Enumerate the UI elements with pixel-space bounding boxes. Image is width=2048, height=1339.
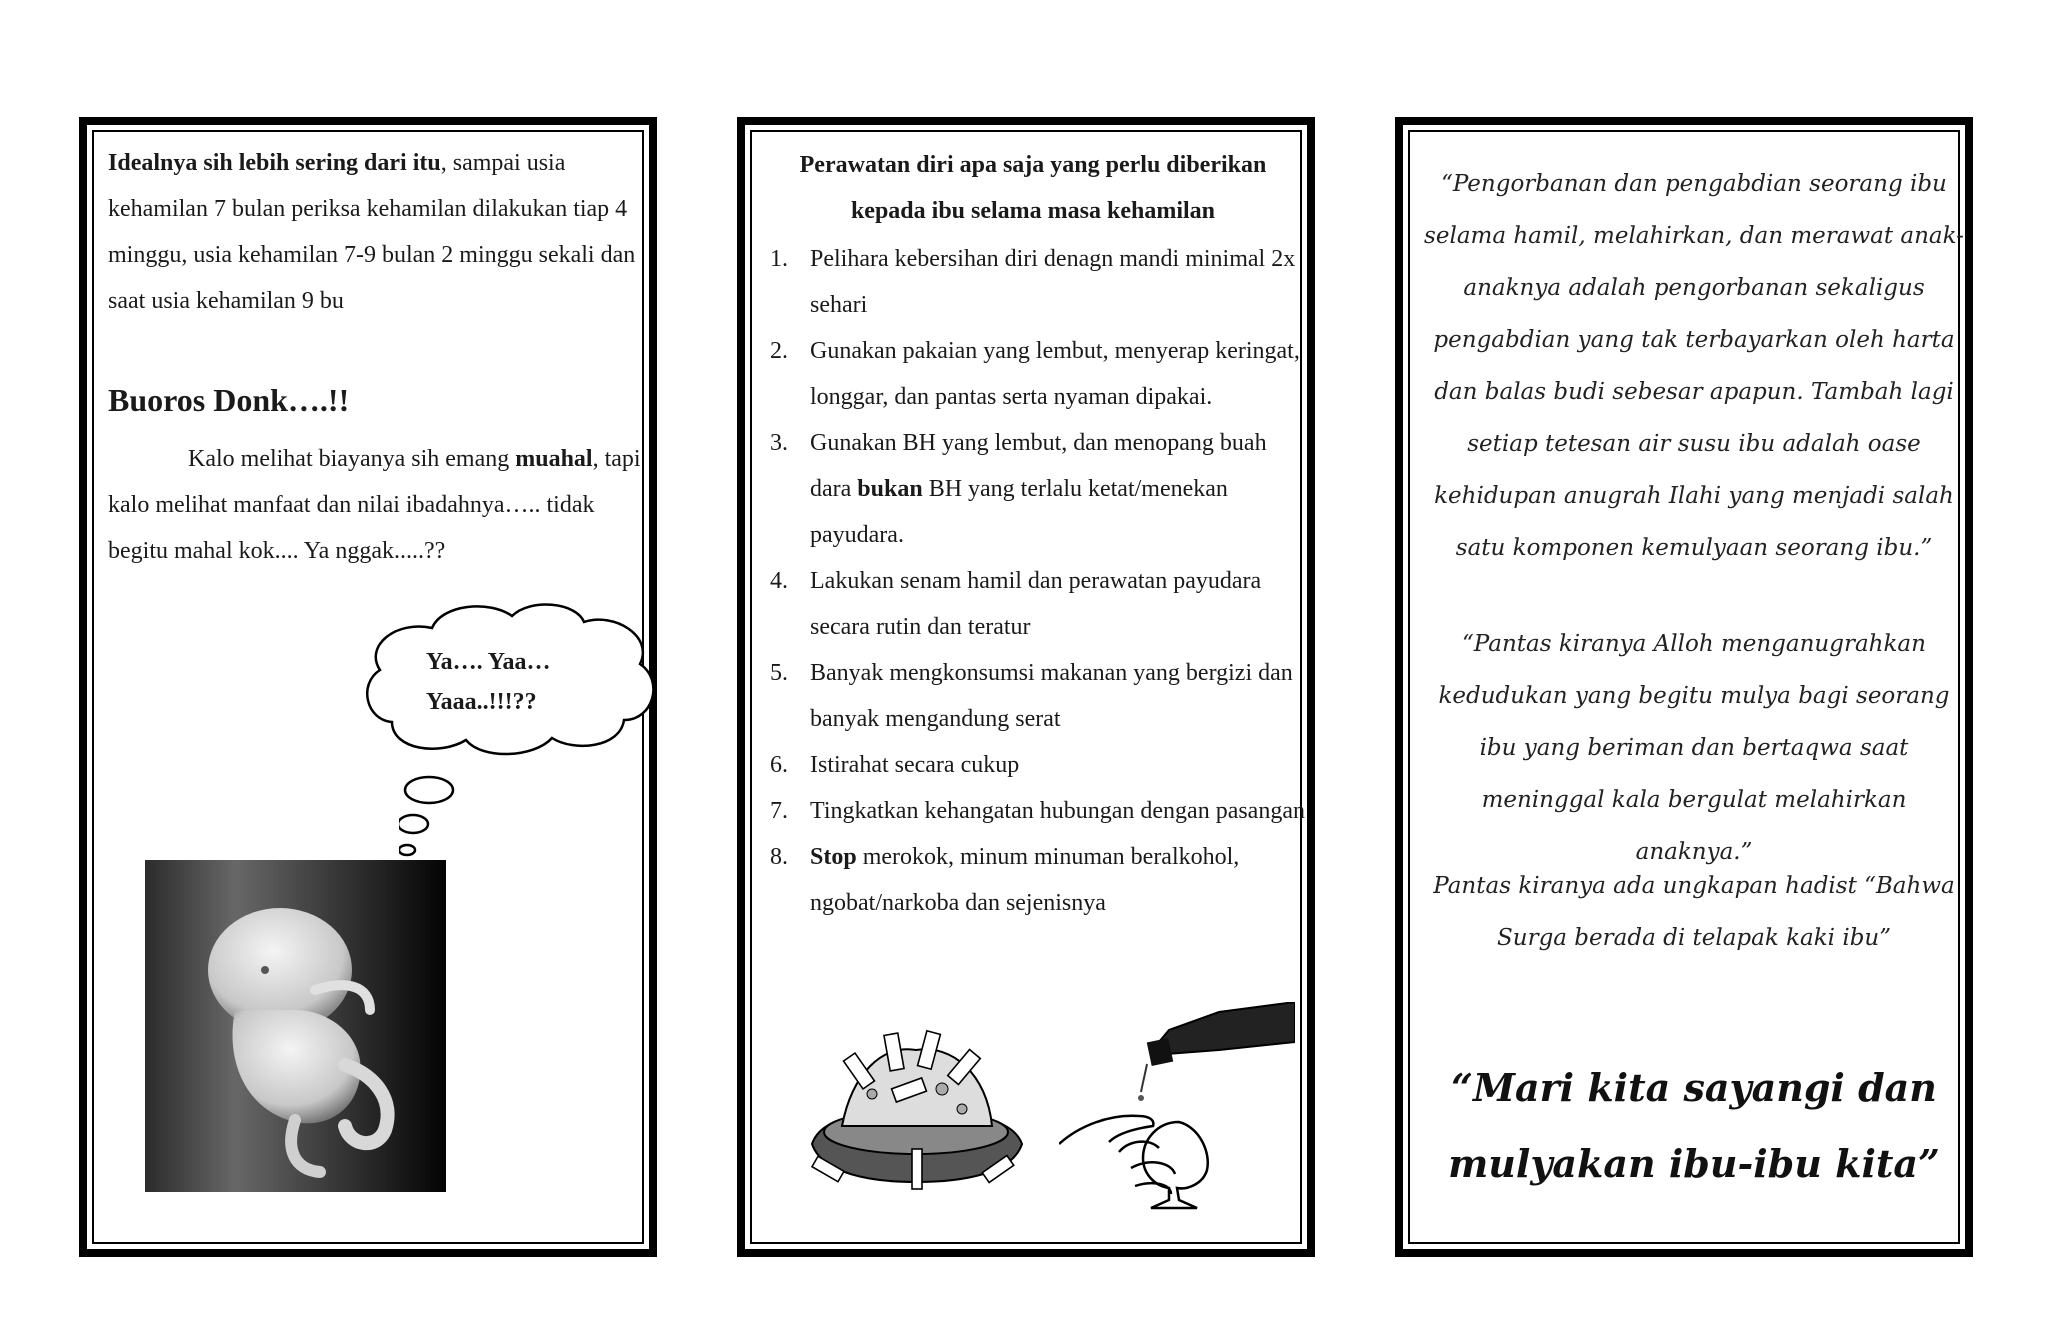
- bubble-line-2: Yaaa..!!!??: [426, 689, 537, 715]
- self-care-list: [770, 236, 1310, 926]
- panel-middle: [737, 117, 1315, 1257]
- panel-right-inner-border: [1408, 130, 1964, 1244]
- bubble-line-1: Ya…. Yaa…: [426, 649, 551, 675]
- intro-rest: , sampai usia kehamilan 7 bulan periksa kehamilan dilakukan tiap 4 minggu, usia kehamilan 7-9 bulan 2 minggu sekali dan saat usia kehamilan 9 bu: [108, 150, 636, 314]
- list-item: 2. Gunakan pakaian yang lembut, menyerap keringat, longgar, dan pantas serta nyaman dipakai.: [770, 338, 1300, 410]
- alcohol-pour-icon: [1059, 1002, 1295, 1210]
- closing-slogan: “Mari kita sayangi dan mulyakan ibu-ibu kita”: [1448, 1065, 1940, 1186]
- self-care-title: Perawatan diri apa saja yang perlu diberikan kepada ibu selama masa kehamilan: [799, 152, 1267, 224]
- panel-right: [1395, 117, 1973, 1257]
- ashtray-icon: [802, 1014, 1030, 1194]
- para-after: , tapi kalo melihat manfaat dan nilai ibadahnya….. tidak begitu mahal kok.... Ya nggak.....??: [108, 446, 641, 564]
- thought-bubble-text: [426, 642, 550, 722]
- para-bold: muahal: [515, 446, 593, 472]
- cost-paragraph: [108, 436, 648, 574]
- list-item: 8. Stop merokok, minum minuman beralkohol, ngobat/narkoba dan sejenisnya: [770, 844, 1240, 916]
- list-item: 4. Lakukan senam hamil dan perawatan payudara secara rutin dan teratur: [770, 568, 1262, 640]
- mother-sacrifice-quote: “Pengorbanan dan pengabdian seorang ibu selama hamil, melahirkan, dan merawat anak-anaknya adalah pengorbanan sekaligus pengabdian yang tak terbayarkan oleh harta dan balas budi sebesar apapun. Tambah lagi setiap tetesan air susu ibu adalah oase kehidupan anugrah Ilahi yang menjadi salah satu komponen kemulyaan seorang ibu.”: [1424, 171, 1964, 561]
- list-item: 6. Istirahat secara cukup: [770, 752, 1020, 778]
- fetus-photo-icon: [145, 860, 446, 1192]
- list-item: 3. Gunakan BH yang lembut, dan menopang buah dara bukan BH yang terlalu ketat/menekan payudara.: [770, 430, 1267, 548]
- thought-bubble-tail-icon: [399, 772, 459, 862]
- para-before: Kalo melihat biayanya sih emang: [188, 446, 516, 472]
- expensive-heading: Buoros Donk….!!: [108, 382, 350, 418]
- list-item: 1. Pelihara kebersihan diri denagn mandi minimal 2x sehari: [770, 246, 1296, 318]
- hadith-quote: Pantas kiranya ada ungkapan hadist “Bahwa Surga berada di telapak kaki ibu”: [1433, 873, 1955, 951]
- checkup-frequency-text: [108, 140, 648, 324]
- panel-middle-inner-border: [750, 130, 1305, 1244]
- intro-bold: Idealnya sih lebih sering dari itu: [108, 150, 441, 176]
- panel-left-inner-border: [92, 130, 644, 1244]
- list-item: 7. Tingkatkan kehangatan hubungan dengan pasangan: [770, 798, 1305, 824]
- alloh-quote: “Pantas kiranya Alloh menganugrahkan kedudukan yang begitu mulya bagi seorang ibu yang beriman dan bertaqwa saat meninggal kala bergulat melahirkan anaknya.”: [1438, 631, 1950, 865]
- list-item: 5. Banyak mengkonsumsi makanan yang bergizi dan banyak mengandung serat: [770, 660, 1293, 732]
- panel-left: [79, 117, 657, 1257]
